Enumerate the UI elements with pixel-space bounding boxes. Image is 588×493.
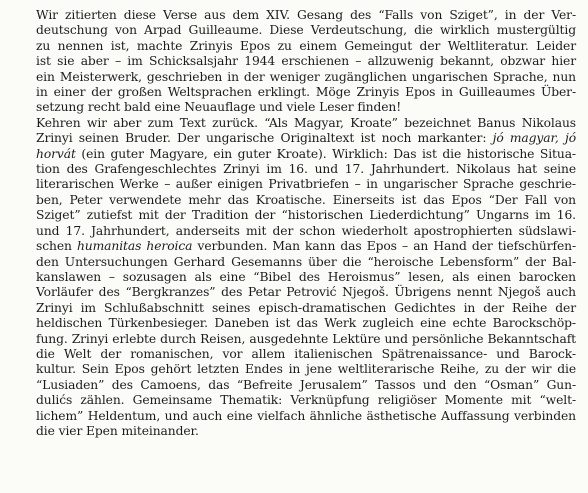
text-line: schen humanitas heroica verbunden. Man kann das Epos – an Hand der tiefschürfen-	[36, 239, 576, 254]
text-line: “Lusiaden” des Camoens, das “Befreite Jerusalem” Tassos und den “Osman” Gun-	[36, 377, 576, 392]
text-line: Vorläufer des “Bergkranzes” des Petar Petrović Njegoš. Übrigens nennt Njegoš auch	[36, 285, 576, 300]
text-line: setzung recht bald eine Neuauflage und viele Leser finden!	[36, 100, 402, 115]
text-line: dulićs zählen. Gemeinsame Thematik: Verknüpfung religiöser Momente mit “welt-	[36, 393, 576, 408]
text-line: kultur. Sein Epos gehört letzten Endes in jene weltliterarische Reihe, zu der wir die	[36, 362, 576, 377]
text-line: kanslawen – sozusagen als eine “Bibel des Heroismus” lesen, als einen barocken	[36, 269, 576, 284]
text-line: den Untersuchungen Gerhard Gesemanns über die “heroische Lebensform” der Bal-	[36, 254, 576, 269]
text-line: die vier Epen miteinander.	[36, 423, 199, 438]
text-line: lichem” Heldentum, und auch eine vielfach ähnliche ästhetische Auffassung verbinden	[36, 408, 576, 423]
paragraph-2	[36, 116, 576, 440]
text-line: ist sie aber – im Schicksalsjahr 1944 erschienen – allzuwenig bekannt, obzwar hier	[36, 54, 576, 69]
text-line: Zrinyi seinen Bruder. Der ungarische Originaltext ist noch markanter: jó magyar, jó	[36, 131, 576, 146]
text-line: deutschung von Arpad Guilleaume. Diese Verdeutschung, die wirklich mustergültig	[36, 23, 576, 38]
text-line: tion des Grafengeschlechtes Zrinyi im 16. und 17. Jahrhundert. Nikolaus hat seine	[36, 162, 576, 177]
text-line: Zrinyi im Schlußabschnitt seines episch-dramatischen Gedichtes in der Reihe der	[36, 300, 576, 315]
text-line: fung. Zrinyi erlebte durch Reisen, ausgedehnte Lektüre und persönliche Bekanntschaft	[36, 331, 576, 346]
text-line: Kehren wir aber zum Text zurück. “Als Magyar, Kroate” bezeichnet Banus Nikolaus	[36, 115, 576, 130]
text-line: heldischen Türkenbesieger. Daneben ist das Werk zugleich eine echte Barockschöp-	[36, 316, 576, 331]
text-line: literarischen Werke – außer einigen Privatbriefen – in ungarischer Sprache geschrie-	[36, 177, 576, 192]
text-line: und 17. Jahrhundert, anderseits mit der schon wiederholt apostrophierten südslawi-	[36, 223, 576, 238]
text-line: ben, Peter verwendete mehr das Kroatische. Einerseits ist das Epos “Der Fall von	[36, 192, 576, 207]
text-line: Sziget” zutiefst mit der Tradition der “historischen Liederdichtung” Ungarns im 16.	[36, 208, 576, 223]
text-line: die Welt der romanischen, vor allem italienischen Spätrenaissance- und Barock-	[36, 346, 576, 361]
paragraph-1	[36, 8, 576, 116]
text-line: ein Meisterwerk, geschrieben in der weniger zugänglichen ungarischen Sprache, nun	[36, 69, 576, 84]
text-line: in einer der großen Weltsprachen erklingt. Möge Zrinyis Epos in Guilleaumes Über-	[36, 85, 576, 100]
text-line: zu nennen ist, machte Zrinyis Epos zu einem Gemeingut der Weltliteratur. Leider	[36, 38, 576, 53]
text-line: Wir zitierten diese Verse aus dem XIV. Gesang des “Falls von Sziget”, in der Ver-	[36, 8, 576, 22]
text-line: horvát (ein guter Magyare, ein guter Kroate). Wirklich: Das ist die historische Situa-	[36, 146, 576, 161]
